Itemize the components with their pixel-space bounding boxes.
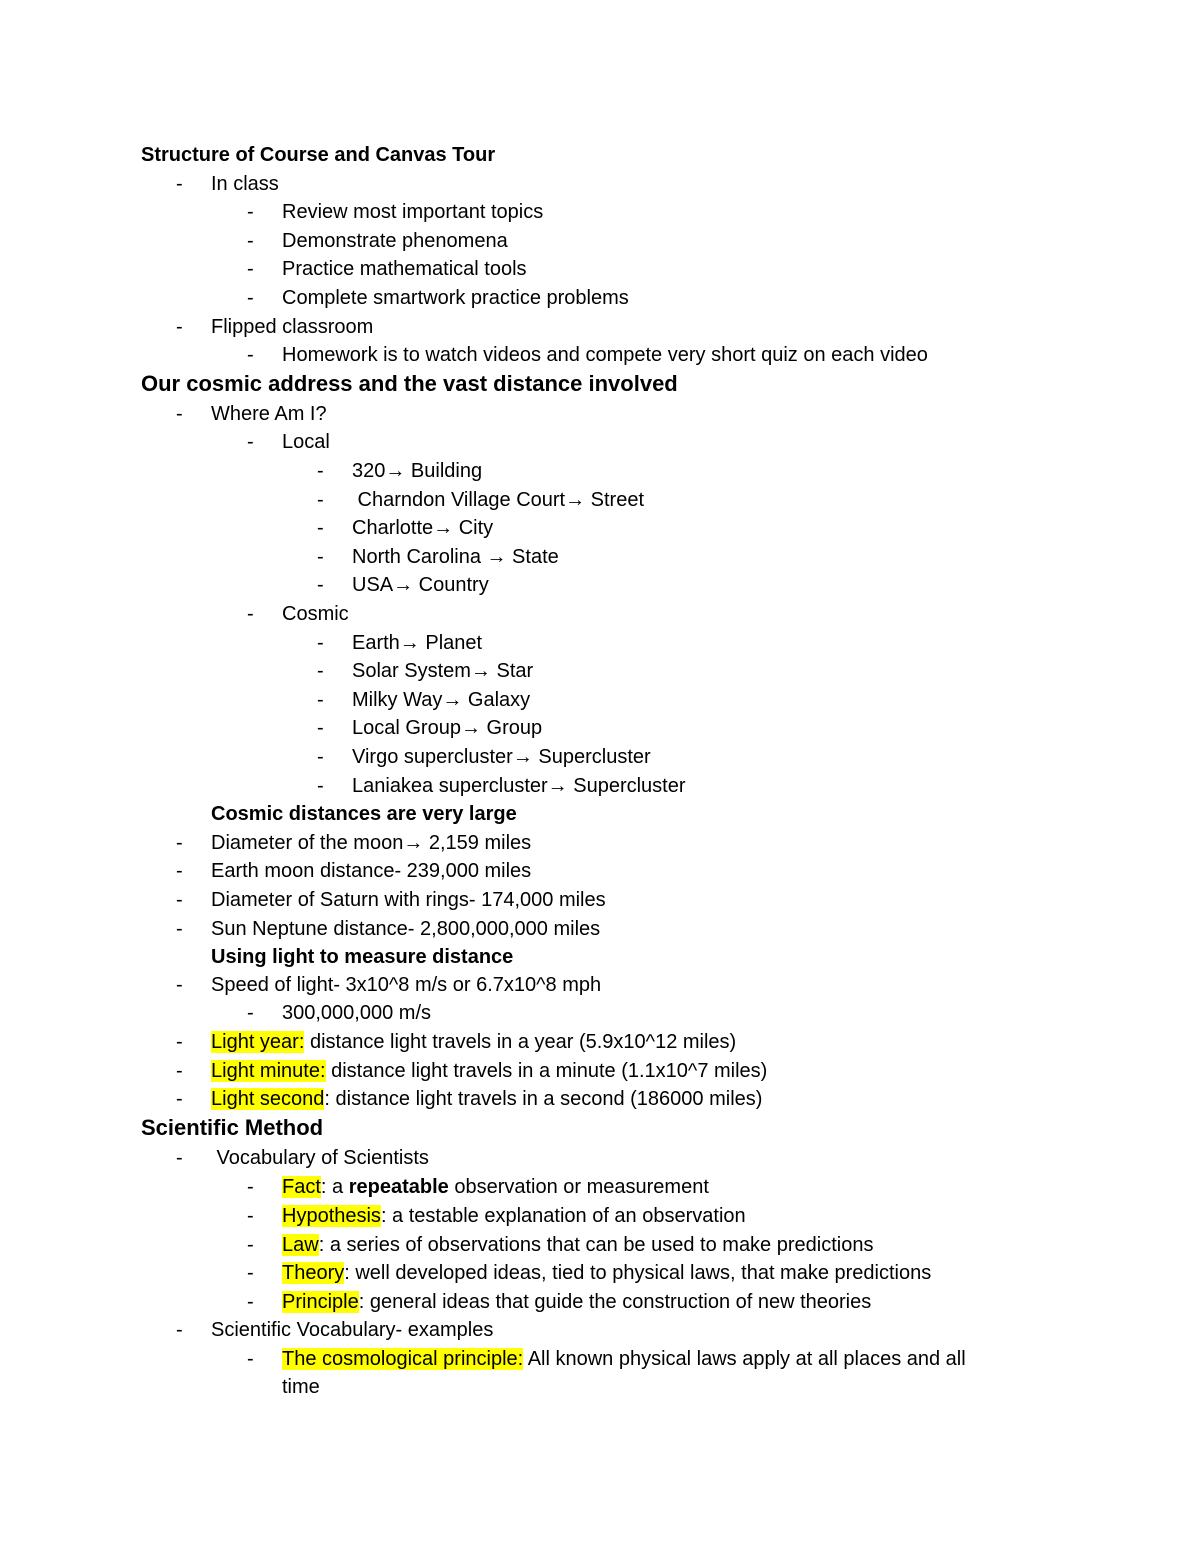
definition-continuation: time (282, 1376, 320, 1398)
list-item: Diameter of the moon→ 2,159 miles (211, 832, 532, 854)
subsection-heading: Cosmic distances are very large (211, 803, 517, 825)
section-heading: Our cosmic address and the vast distance involved (141, 371, 678, 396)
definition-text: : well developed ideas, tied to physical laws, that make predictions (344, 1262, 932, 1284)
list-bullet: - (176, 889, 183, 911)
list-bullet: - (247, 230, 254, 252)
list-bullet: - (247, 1234, 254, 1256)
list-item: Charndon Village Court→ Street (352, 489, 645, 511)
list-bullet: - (176, 316, 183, 338)
list-bullet: - (247, 201, 254, 223)
list-bullet: - (317, 460, 324, 482)
list-item: Flipped classroom (211, 316, 374, 338)
highlighted-term: The cosmological principle: (282, 1348, 524, 1370)
highlighted-term: Light second (211, 1088, 325, 1110)
list-bullet: - (247, 603, 254, 625)
highlighted-term: Fact (282, 1176, 321, 1198)
definition-text: All known physical laws apply at all places and all (523, 1348, 966, 1370)
highlighted-term: Theory (282, 1262, 345, 1284)
list-bullet: - (176, 918, 183, 940)
definition-item (282, 1204, 746, 1228)
subsection-heading: Using light to measure distance (211, 946, 514, 968)
list-bullet: - (176, 1147, 183, 1169)
list-item: Sun Neptune distance- 2,800,000,000 miles (211, 918, 601, 940)
highlighted-term: Light year: (211, 1031, 305, 1053)
list-bullet: - (176, 1088, 183, 1110)
definition-text: : distance light travels in a second (186000 miles) (324, 1088, 763, 1110)
section-heading: Scientific Method (141, 1115, 324, 1140)
list-bullet: - (247, 1205, 254, 1227)
list-item: Solar System→ Star (352, 660, 534, 682)
list-bullet: - (247, 344, 254, 366)
definition-item (282, 1233, 873, 1257)
list-item: Diameter of Saturn with rings- 174,000 miles (211, 889, 606, 911)
list-item: North Carolina → State (352, 546, 559, 568)
list-item: Earth moon distance- 239,000 miles (211, 860, 532, 882)
list-bullet: - (176, 403, 183, 425)
list-bullet: - (247, 1291, 254, 1313)
definition-item (211, 1087, 762, 1111)
list-item: Cosmic (282, 603, 349, 625)
list-bullet: - (317, 489, 324, 511)
list-item: Review most important topics (282, 201, 544, 223)
list-item: Local (282, 431, 330, 453)
list-item: Vocabulary of Scientists (211, 1147, 429, 1169)
list-item: Earth→ Planet (352, 632, 483, 654)
list-bullet: - (317, 689, 324, 711)
definition-text: : a series of observations that can be used to make predictions (318, 1234, 874, 1256)
list-bullet: - (317, 717, 324, 739)
definition-text: : general ideas that guide the construction of new theories (358, 1291, 872, 1313)
list-bullet: - (247, 1262, 254, 1284)
definition-item (282, 1347, 966, 1371)
list-bullet: - (176, 860, 183, 882)
list-item: 320→ Building (352, 460, 483, 482)
definition-item (282, 1175, 709, 1199)
list-bullet: - (247, 287, 254, 309)
definition-item (282, 1290, 871, 1314)
definition-text: : a (320, 1176, 349, 1198)
list-item: Milky Way→ Galaxy (352, 689, 531, 711)
list-item: Local Group→ Group (352, 717, 543, 739)
list-bullet: - (317, 775, 324, 797)
list-bullet: - (176, 173, 183, 195)
list-item: Scientific Vocabulary- examples (211, 1319, 494, 1341)
list-bullet: - (247, 1002, 254, 1024)
list-item: 300,000,000 m/s (282, 1002, 431, 1024)
highlighted-term: Principle (282, 1291, 359, 1313)
list-bullet: - (317, 574, 324, 596)
definition-item (211, 1059, 767, 1083)
list-item: Charlotte→ City (352, 517, 494, 539)
list-bullet: - (317, 517, 324, 539)
list-bullet: - (317, 632, 324, 654)
definition-text: distance light travels in a year (5.9x10^12 miles) (304, 1031, 737, 1053)
list-item: Demonstrate phenomena (282, 230, 508, 252)
definition-item (282, 1261, 931, 1285)
highlighted-term: Hypothesis (282, 1205, 381, 1227)
list-item: Virgo supercluster→ Supercluster (352, 746, 651, 768)
list-bullet: - (176, 832, 183, 854)
list-bullet: - (247, 1176, 254, 1198)
list-bullet: - (176, 1060, 183, 1082)
list-item: USA→ Country (352, 574, 489, 596)
bold-word: repeatable (348, 1176, 449, 1198)
definition-text: observation or measurement (448, 1176, 709, 1198)
list-item: Homework is to watch videos and compete very short quiz on each video (282, 344, 928, 366)
section-heading: Structure of Course and Canvas Tour (141, 144, 496, 166)
list-item: Practice mathematical tools (282, 258, 527, 280)
highlighted-term: Law (282, 1234, 319, 1256)
list-item: Laniakea supercluster→ Supercluster (352, 775, 686, 797)
list-bullet: - (247, 431, 254, 453)
definition-text: : a testable explanation of an observation (380, 1205, 746, 1227)
definition-item (211, 1030, 736, 1054)
highlighted-term: Light minute: (211, 1060, 326, 1082)
list-item: Speed of light- 3x10^8 m/s or 6.7x10^8 mph (211, 974, 602, 996)
list-bullet: - (176, 1031, 183, 1053)
list-bullet: - (317, 660, 324, 682)
list-bullet: - (247, 1348, 254, 1370)
list-bullet: - (317, 746, 324, 768)
list-item: Where Am I? (211, 403, 327, 425)
list-bullet: - (176, 1319, 183, 1341)
definition-text: distance light travels in a minute (1.1x10^7 miles) (325, 1060, 768, 1082)
list-bullet: - (317, 546, 324, 568)
list-item: Complete smartwork practice problems (282, 287, 629, 309)
list-bullet: - (176, 974, 183, 996)
list-item: In class (211, 173, 279, 195)
list-bullet: - (247, 258, 254, 280)
